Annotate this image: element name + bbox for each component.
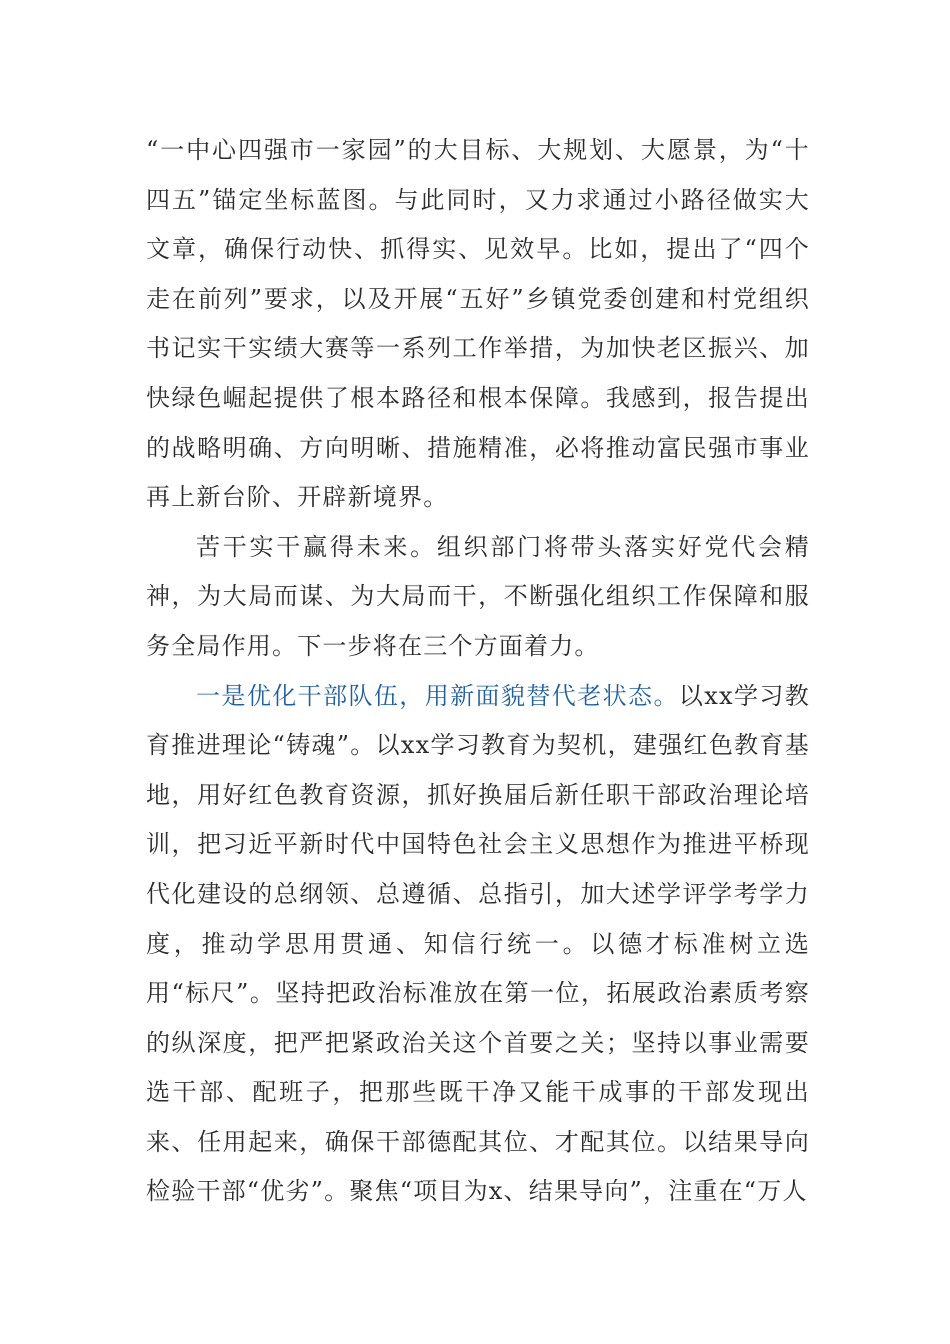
paragraph-3 bbox=[146, 672, 810, 1218]
paragraph-3-heading: 一是优化干部队伍，用新面貌替代老状态。 bbox=[196, 681, 679, 710]
paragraph-2-text: 苦干实干赢得未来。组织部门将带头落实好党代会精神，为大局而谋、为大局而干，不断强化组织工作保障和服务全局作用。下一步将在三个方面着力。 bbox=[146, 532, 810, 660]
paragraph-2 bbox=[146, 523, 810, 672]
paragraph-1-text: “一中心四强市一家园”的大目标、大规划、大愿景，为“十四五”锚定坐标蓝图。与此同时，又力求通过小路径做实大文章，确保行动快、抓得实、见效早。比如，提出了“四个走在前列”要求，以及开展“五好”乡镇党委创建和村党组织书记实干实绩大赛等一系列工作举措，为加快老区振兴、加快绿色崛起提供了根本路径和根本保障。我感到，报告提出的战略明确、方向明晰、措施精准，必将推动富民强市事业再上新台阶、开辟新境界。 bbox=[146, 136, 810, 512]
paragraph-3-text: 以xx学习教育推进理论“铸魂”。以xx学习教育为契机，建强红色教育基地，用好红色教育资源，抓好换届后新任职干部政治理论培训，把习近平新时代中国特色社会主义思想作为推进平桥现代化建设的总纲领、总遵循、总指引，加大述学评学考学力度，推动学思用贯通、知信行统一。以德才标准树立选用“标尺”。坚持把政治标准放在第一位，拓展政治素质考察的纵深度，把严把紧政治关这个首要之关；坚持以事业需要选干部、配班子，把那些既干净又能干成事的干部发现出来、任用起来，确保干部德配其位、才配其位。以结果导向检验干部“优劣”。聚焦“项目为x、结果导向”，注重在“万人 bbox=[146, 681, 810, 1206]
document-body bbox=[146, 126, 810, 1217]
paragraph-1 bbox=[146, 126, 810, 523]
